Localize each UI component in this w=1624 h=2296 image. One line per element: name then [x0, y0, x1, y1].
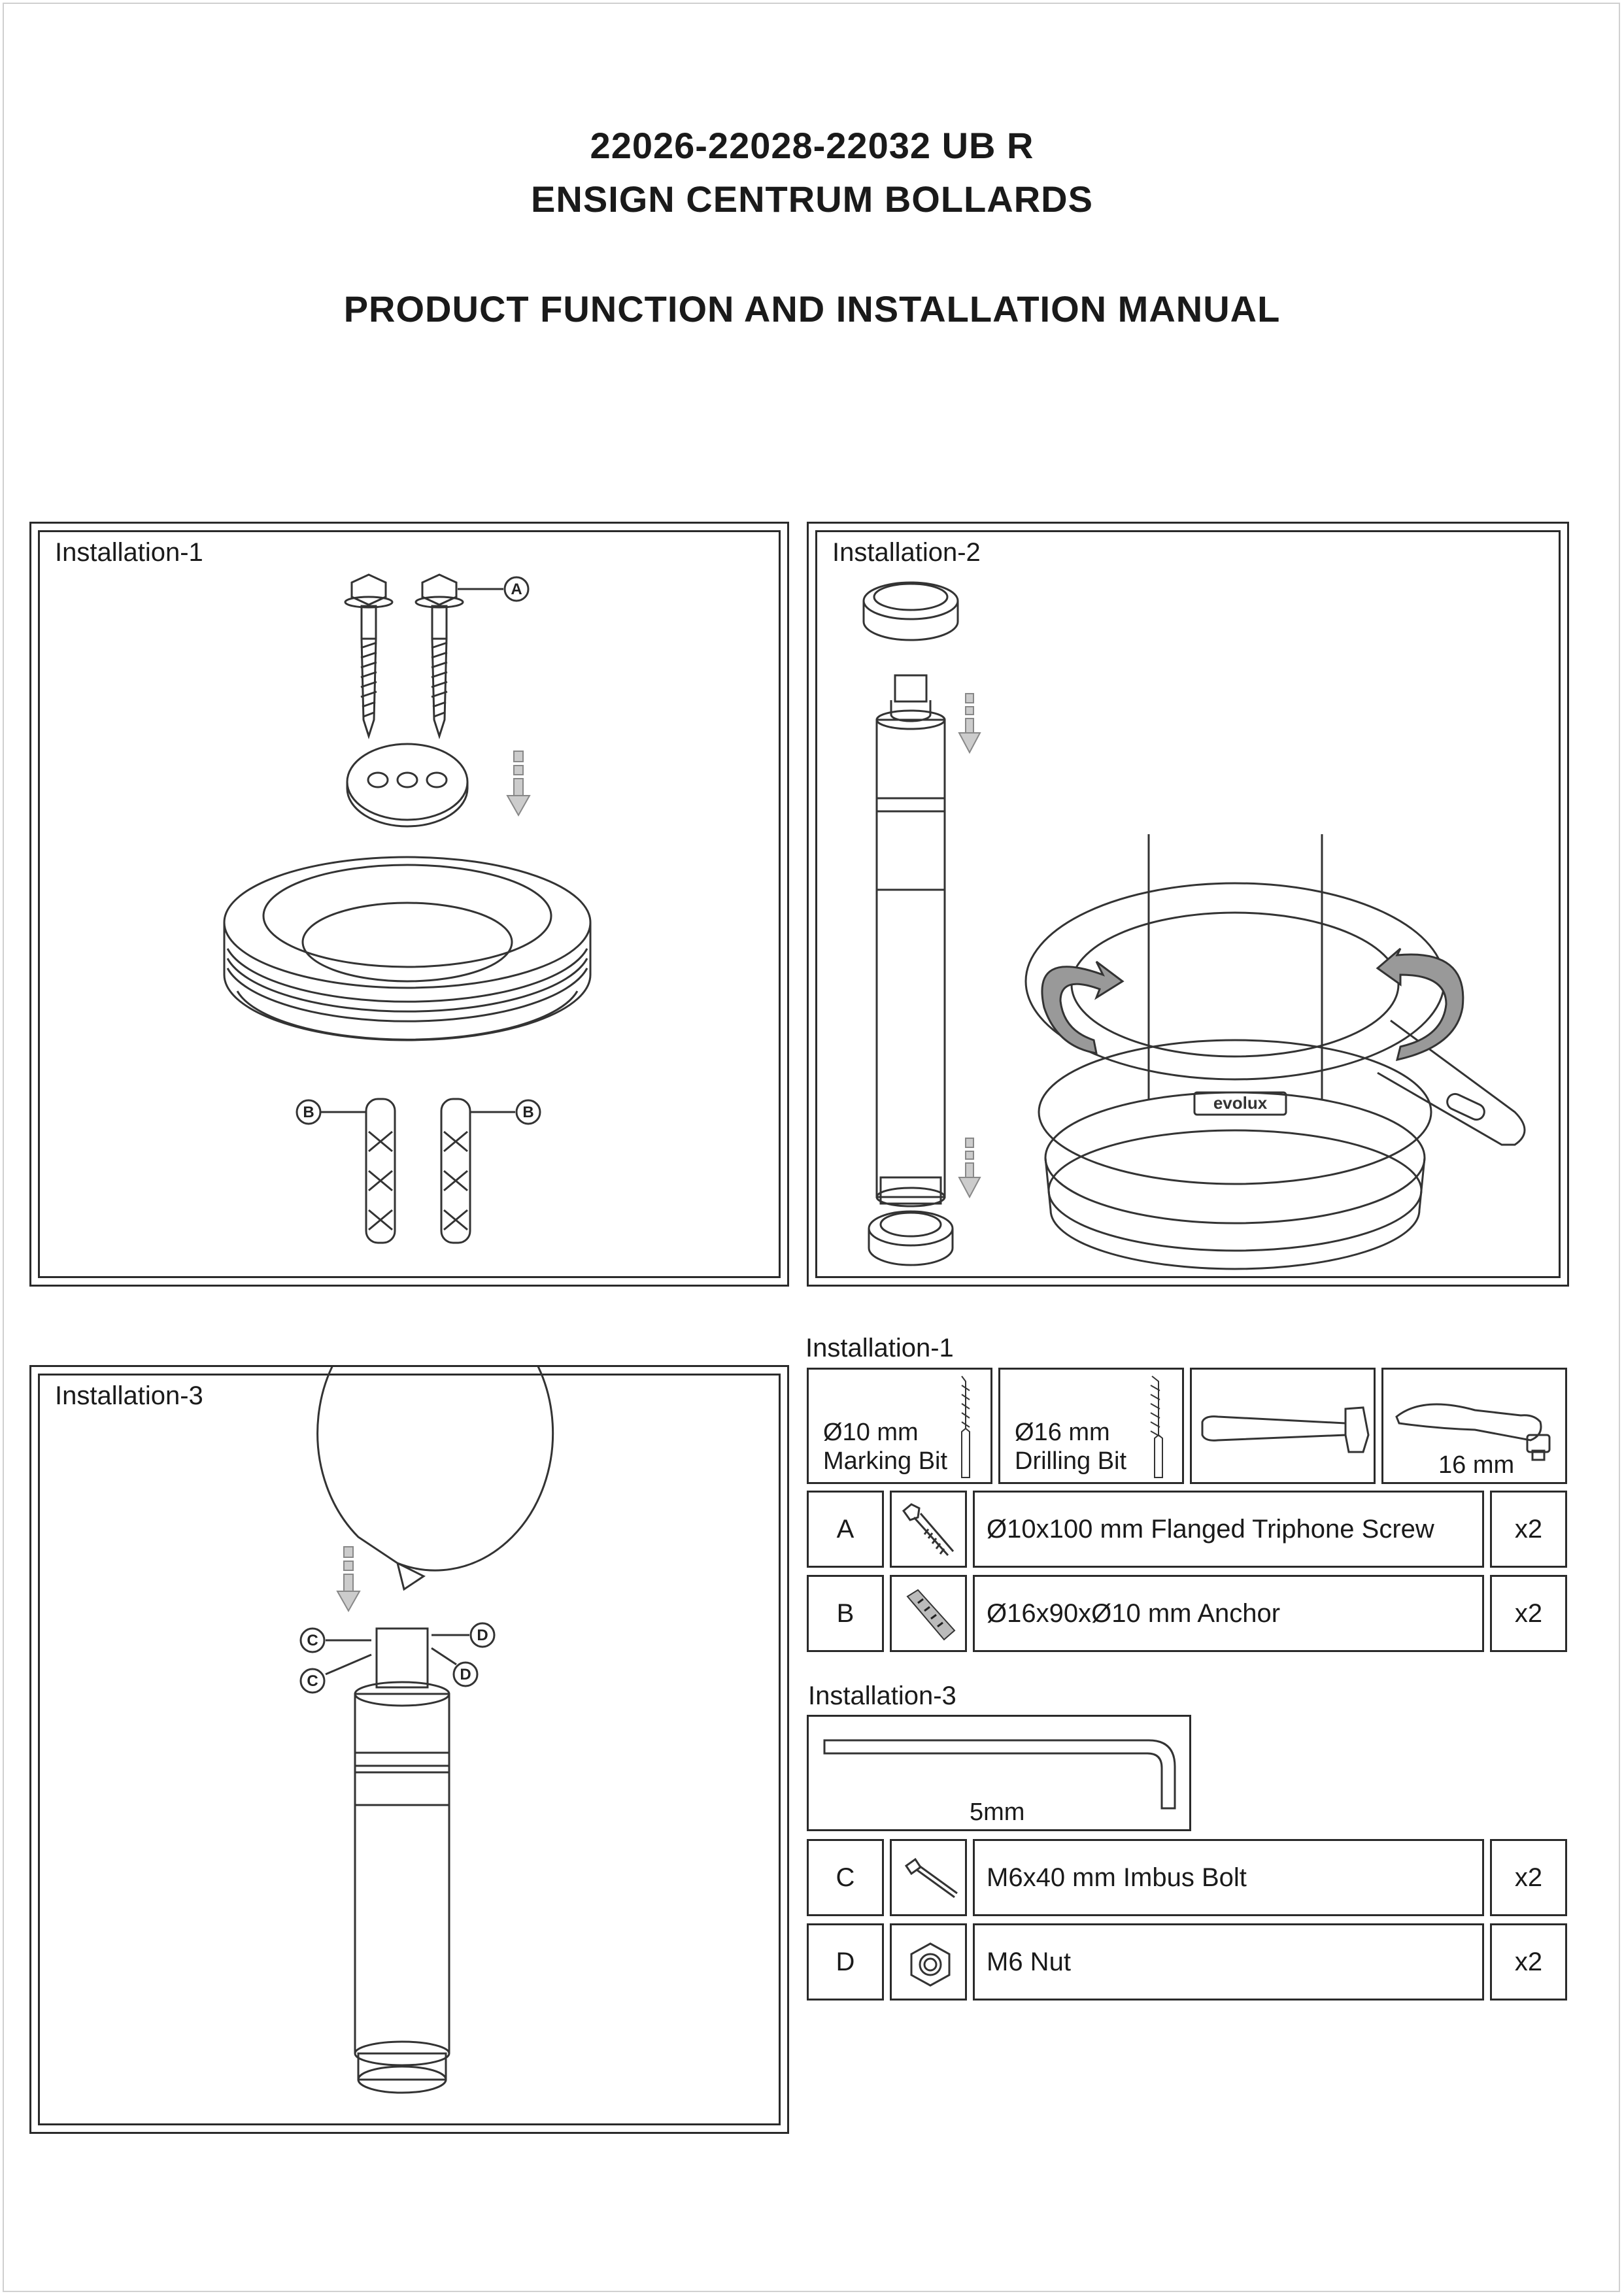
tool-marking-bit	[807, 1368, 992, 1484]
ratchet-wrench-icon	[1383, 1370, 1569, 1486]
part-b-description: Ø16x90xØ10 mm Anchor	[973, 1575, 1484, 1652]
part-a-code: A	[807, 1491, 884, 1568]
part-c-description: M6x40 mm Imbus Bolt	[973, 1839, 1484, 1916]
product-code-title: 22026-22028-22032 UB R	[590, 125, 1034, 166]
manual-title: PRODUCT FUNCTION AND INSTALLATION MANUAL	[343, 288, 1281, 329]
part-a-image	[890, 1491, 967, 1568]
installation-2-panel	[807, 522, 1569, 1287]
tool-drilling-bit-size: Ø16 mm	[1015, 1419, 1110, 1446]
tool-ratchet-wrench	[1381, 1368, 1567, 1484]
screw-icon	[416, 575, 463, 736]
part-d-description: M6 Nut	[973, 1923, 1484, 2001]
part-d-quantity: x2	[1490, 1923, 1567, 2001]
installation-2-illustration	[809, 524, 1571, 1289]
anchor-icon	[366, 1099, 395, 1243]
tool-hammer	[1190, 1368, 1376, 1484]
callout-c-bottom: C	[307, 1672, 318, 1690]
tools-installation-3-label: Installation-3	[808, 1681, 956, 1710]
part-c-code: C	[807, 1839, 884, 1916]
callout-b-right: B	[522, 1104, 534, 1121]
installation-3-label: Installation-3	[55, 1381, 203, 1410]
callout-d-top: D	[477, 1627, 488, 1644]
hammer-icon	[1192, 1370, 1378, 1486]
part-b-quantity: x2	[1490, 1575, 1567, 1652]
installation-1-panel	[29, 522, 789, 1287]
part-c-quantity: x2	[1490, 1839, 1567, 1916]
tool-marking-bit-name: Marking Bit	[823, 1447, 948, 1475]
part-b-image	[890, 1575, 967, 1652]
anchor-icon	[441, 1099, 470, 1243]
tool-ratchet-size: 16 mm	[1438, 1451, 1515, 1479]
tool-allen-key	[807, 1715, 1191, 1831]
installation-1-label: Installation-1	[55, 538, 203, 567]
allen-key-size: 5mm	[970, 1798, 1025, 1826]
bolt-icon	[892, 1841, 969, 1918]
part-a-description: Ø10x100 mm Flanged Triphone Screw	[973, 1491, 1484, 1568]
screw-icon	[892, 1493, 969, 1570]
tools-installation-1-label: Installation-1	[805, 1334, 954, 1362]
callout-a: A	[511, 581, 522, 598]
part-d-code: D	[807, 1923, 884, 2001]
callout-b-left: B	[303, 1104, 314, 1121]
drill-bit-icon	[809, 1370, 994, 1486]
tool-marking-bit-size: Ø10 mm	[823, 1419, 919, 1446]
nut-icon	[892, 1925, 969, 2002]
part-d-image	[890, 1923, 967, 2001]
tool-drilling-bit-name: Drilling Bit	[1015, 1447, 1127, 1475]
installation-2-label: Installation-2	[832, 538, 981, 567]
callout-c-top: C	[307, 1632, 318, 1649]
drill-bit-icon	[1000, 1370, 1186, 1486]
part-c-image	[890, 1839, 967, 1916]
installation-3-panel	[29, 1365, 789, 2134]
screw-icon	[345, 575, 392, 736]
installation-3-illustration	[31, 1367, 791, 2136]
anchor-icon	[892, 1577, 969, 1654]
installation-1-illustration	[31, 524, 791, 1289]
callout-d-bottom: D	[460, 1666, 471, 1683]
brand-logo: evolux	[1213, 1093, 1268, 1113]
part-a-quantity: x2	[1490, 1491, 1567, 1568]
product-name-title: ENSIGN CENTRUM BOLLARDS	[531, 178, 1093, 220]
part-b-code: B	[807, 1575, 884, 1652]
tool-drilling-bit	[998, 1368, 1184, 1484]
